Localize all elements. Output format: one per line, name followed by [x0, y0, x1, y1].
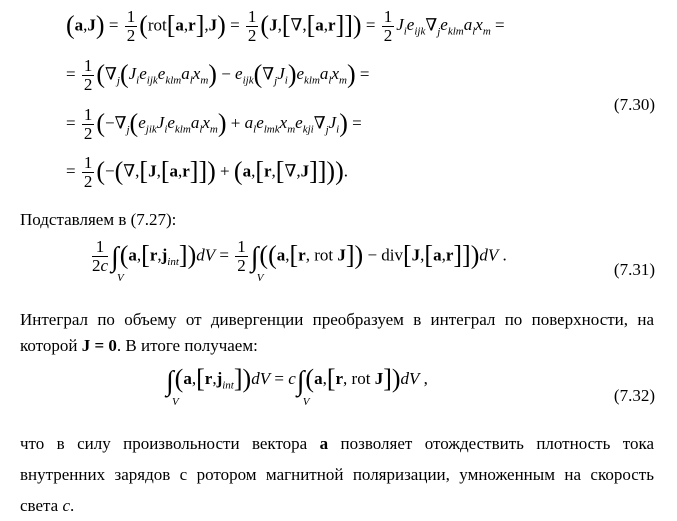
speed-of-light-c: c: [62, 496, 70, 515]
paragraph-conclusion: [20, 428, 654, 521]
paragraph-integral: [20, 307, 654, 359]
equation-7-30-line-3: = $\frac{1}{2}$ $(-\nabla_j(e_{jik}J_ie_{klm}a_lx_m) + a_le_{lmk}x_me_{kji}\nabla_jJ_i)$ =: [66, 105, 362, 143]
paragraph-conclusion-text-2: позволяет отождествить плотность тока внутренних зарядов с ротором магнитной поляризации, умноженным на скорость света: [20, 434, 655, 515]
equation-7-31: $\frac{1}{2c}$ ∫ V $(a,[r,j_{int}])dV$ = $\frac{1}{2}$ ∫ V ((a,[r, rot J]) − div[J,[a,r]])dV .: [92, 237, 507, 285]
equation-number-7-31: (7.31): [613, 260, 655, 279]
paragraph-conclusion-end: .: [70, 496, 75, 515]
equation-number-7-32: (7.32): [613, 386, 655, 405]
vector-a: a: [319, 434, 329, 453]
equation-number-7-30: (7.30): [613, 95, 655, 114]
condition-j-zero: J = 0: [81, 336, 117, 355]
paragraph-integral-text-2: . В итоге получаем:: [116, 336, 258, 355]
equation-7-32: ∫ V $(a,[r,j_{int}])dV = c\int$ V (a,[r, rot J])dV ,: [166, 364, 428, 408]
paragraph-integral-text-1: Интеграл по объему от дивергенции преобразуем в интеграл по поверхности, на которой: [20, 310, 654, 355]
equation-7-30-line-4: = $\frac{1}{2}$ (−(∇,[J,[a,r]]) + (a,[r,[∇,J]])).: [66, 153, 348, 191]
paragraph-substitute: Подставляем в (7.27):: [20, 210, 177, 229]
equation-7-30-line-1: (a,J) = $\frac{1}{2}$ (rot[a,r],J) = $\frac{1}{2}$ (J,[∇,[a,r]]) = $\frac{1}{2}$ $J_ie_{ijk}\nabla_je_{klm}a_lx_m$ =: [66, 7, 505, 45]
equation-7-30-line-2: = $\frac{1}{2}$ $(\nabla_j(J_ie_{ijk}e_{klm}a_lx_m) - e_{ijk}(\nabla_jJ_i)e_{klm}a_lx_m)$ =: [66, 56, 370, 94]
paragraph-conclusion-text-1: что в силу произвольности вектора: [20, 434, 308, 453]
